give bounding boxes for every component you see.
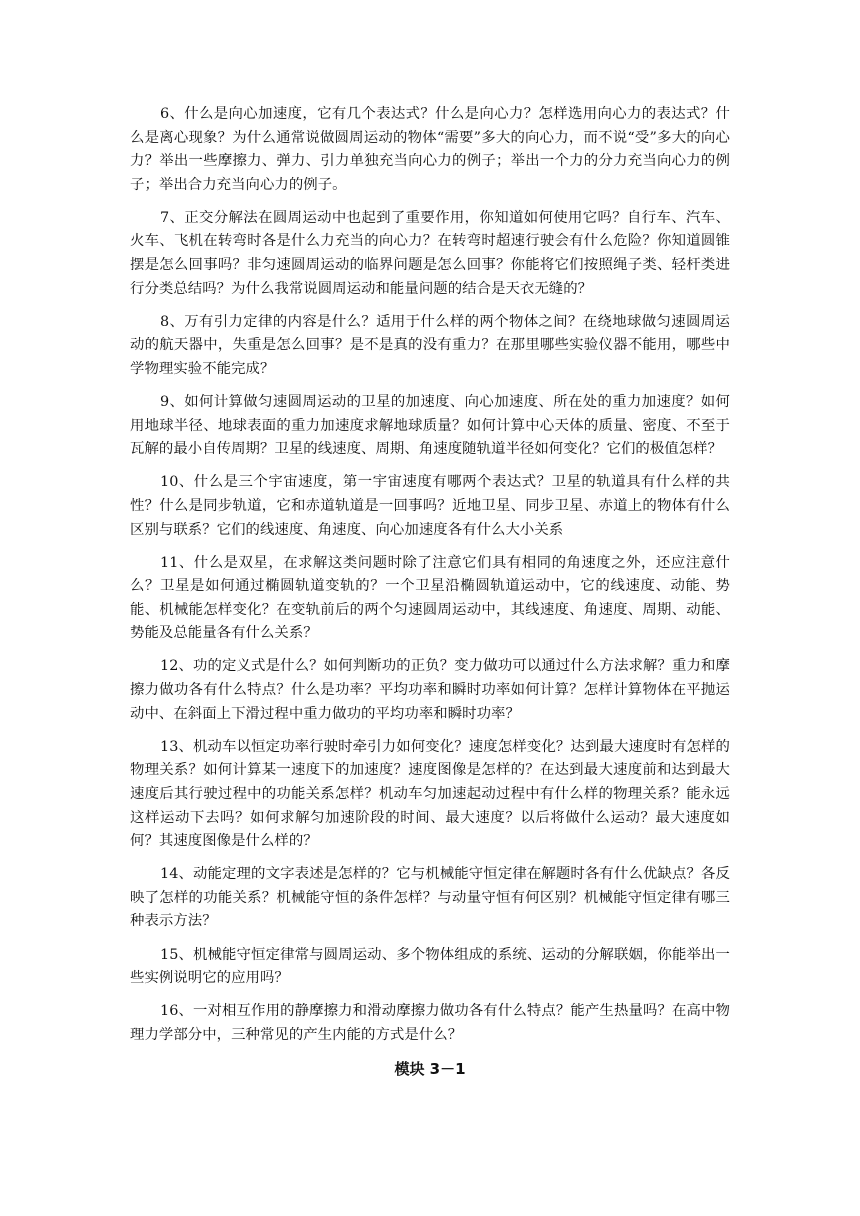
question-11: 11、什么是双星，在求解这类问题时除了注意它们具有相同的角速度之外，还应注意什么？卫星是如何通过椭圆轨道变轨的？一个卫星沿椭圆轨道运动中，它的线速度、动能、势能、机械能怎样变化？在变轨前后的两个匀速圆周运动中，其线速度、角速度、周期、动能、势能及总能量各有什么关系？ — [130, 554, 730, 642]
question-10: 10、什么是三个宇宙速度，第一宇宙速度有哪两个表达式？卫星的轨道具有什么样的共性？什么是同步轨道，它和赤道轨道是一回事吗？近地卫星、同步卫星、赤道上的物体有什么区别与联系？它们的线速度、角速度、向心加速度各有什么大小关系 — [130, 474, 730, 538]
question-9: 9、如何计算做匀速圆周运动的卫星的加速度、向心加速度、所在处的重力加速度？如何用地球半径、地球表面的重力加速度求解地球质量？如何计算中心天体的质量、密度、不至于瓦解的最小自传周期？卫星的线速度、周期、角速度随轨道半径如何变化？它们的极值怎样？ — [130, 394, 730, 458]
question-14: 14、动能定理的文字表述是怎样的？它与机械能守恒定律在解题时各有什么优缺点？各反映了怎样的功能关系？机械能守恒的条件怎样？与动量守恒有何区别？机械能守恒定律有哪三种表示方法？ — [130, 866, 730, 930]
question-13: 13、机动车以恒定功率行驶时牵引力如何变化？速度怎样变化？达到最大速度时有怎样的物理关系？如何计算某一速度下的加速度？速度图像是怎样的？在达到最大速度前和达到最大速度后其行驶过程中的功能关系怎样？机动车匀加速起动过程中有什么样的物理关系？能永远这样运动下去吗？如何求解匀加速阶段的时间、最大速度？以后将做什么运动？最大速度如何？其速度图像是什么样的？ — [130, 738, 730, 850]
question-6: 6、什么是向心加速度，它有几个表达式？什么是向心力？怎样选用向心力的表达式？什么是离心现象？为什么通常说做圆周运动的物体“需要”多大的向心力，而不说“受”多大的向心力？举出一些摩擦力、弹力、引力单独充当向心力的例子；举出一个力的分力充当向心力的例子；举出合力充当向心力的例子。 — [130, 106, 730, 193]
question-16: 16、一对相互作用的静摩擦力和滑动摩擦力做功各有什么特点？能产生热量吗？在高中物理力学部分中，三种常见的产生内能的方式是什么？ — [130, 1003, 730, 1043]
question-12: 12、功的定义式是什么？如何判断功的正负？变力做功可以通过什么方法求解？重力和摩擦力做功各有什么特点？什么是功率？平均功率和瞬时功率如何计算？怎样计算物体在平抛运动中、在斜面上下滑过程中重力做功的平均功率和瞬时功率？ — [130, 658, 730, 722]
question-8: 8、万有引力定律的内容是什么？适用于什么样的两个物体之间？在绕地球做匀速圆周运动的航天器中，失重是怎么回事？是不是真的没有重力？在那里哪些实验仪器不能用，哪些中学物理实验不能完成？ — [130, 313, 730, 377]
document-page — [130, 103, 730, 1081]
question-7: 7、正交分解法在圆周运动中也起到了重要作用，你知道如何使用它吗？自行车、汽车、火车、飞机在转弯时各是什么力充当的向心力？在转弯时超速行驶会有什么危险？你知道圆锥摆是怎么回事吗？非匀速圆周运动的临界问题是怎么回事？你能将它们按照绳子类、轻杆类进行分类总结吗？为什么我常说圆周运动和能量问题的结合是天衣无缝的？ — [130, 209, 730, 297]
section-heading: 模块 3－1 — [394, 1059, 466, 1078]
question-15: 15、机械能守恒定律常与圆周运动、多个物体组成的系统、运动的分解联姻，你能举出一些实例说明它的应用吗？ — [130, 946, 730, 987]
